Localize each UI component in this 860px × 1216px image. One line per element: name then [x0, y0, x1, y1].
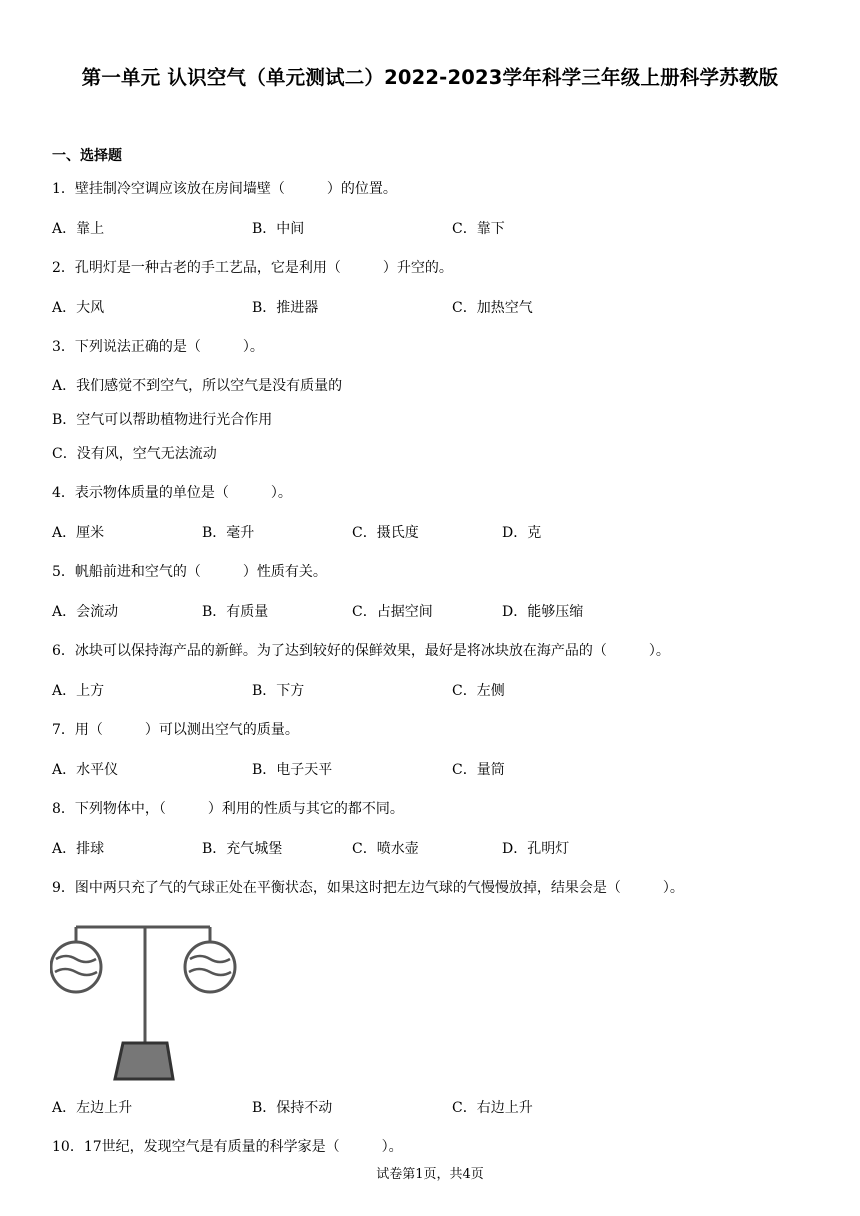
- page-footer: 试卷第1页，共4页: [376, 1167, 484, 1182]
- option: C．摄氏度: [352, 525, 419, 541]
- option: C．喷水壶: [352, 841, 419, 857]
- page-title: 第一单元 认识空气（单元测试二）2022-2023学年科学三年级上册科学苏教版: [81, 66, 779, 89]
- right-balloon: [185, 942, 235, 992]
- option: D．孔明灯: [502, 841, 570, 857]
- question-stem: 8．下列物体中，（ ）利用的性质与其它的都不同。: [52, 801, 404, 817]
- option: A．水平仪: [52, 762, 119, 778]
- option: A．会流动: [52, 604, 119, 620]
- balance-frame: [76, 927, 210, 1045]
- option: D．克: [502, 525, 542, 541]
- question-stem: 1．壁挂制冷空调应该放在房间墙壁（ ）的位置。: [52, 181, 397, 197]
- option: B．空气可以帮助植物进行光合作用: [52, 412, 273, 428]
- balance-base: [115, 1043, 173, 1079]
- option: C．左侧: [452, 683, 505, 699]
- balance-scale-figure: [50, 915, 250, 1085]
- option: D．能够压缩: [502, 604, 584, 620]
- option: C．没有风，空气无法流动: [52, 446, 217, 462]
- option: C．量筒: [452, 762, 505, 778]
- option: A．靠上: [52, 221, 105, 237]
- option: C．靠下: [452, 221, 505, 237]
- question-stem: 9．图中两只充了气的气球正处在平衡状态，如果这时把左边气球的气慢慢放掉，结果会是（ ）。: [52, 880, 684, 896]
- option: B．毫升: [202, 525, 255, 541]
- option: A．我们感觉不到空气，所以空气是没有质量的: [52, 378, 343, 394]
- left-balloon: [51, 942, 101, 992]
- question-stem: 3．下列说法正确的是（ ）。: [52, 339, 264, 355]
- question-stem: 10．17世纪，发现空气是有质量的科学家是（ ）。: [52, 1139, 403, 1155]
- option: B．有质量: [202, 604, 269, 620]
- option: A．大风: [52, 300, 105, 316]
- question-stem: 2．孔明灯是一种古老的手工艺品，它是利用（ ）升空的。: [52, 260, 453, 276]
- option: C．占据空间: [352, 604, 433, 620]
- option: B．保持不动: [252, 1100, 333, 1116]
- option: B．下方: [252, 683, 305, 699]
- question-stem: 7．用（ ）可以测出空气的质量。: [52, 722, 299, 738]
- option: C．加热空气: [452, 300, 533, 316]
- option: A．上方: [52, 683, 105, 699]
- option: A．排球: [52, 841, 105, 857]
- option: B．电子天平: [252, 762, 333, 778]
- option: B．中间: [252, 221, 305, 237]
- option: B．充气城堡: [202, 841, 283, 857]
- option: B．推进器: [252, 300, 319, 316]
- question-stem: 5．帆船前进和空气的（ ）性质有关。: [52, 564, 327, 580]
- question-stem: 4．表示物体质量的单位是（ ）。: [52, 485, 292, 501]
- option: A．厘米: [52, 525, 105, 541]
- section-heading: 一、选择题: [52, 148, 122, 164]
- question-stem: 6．冰块可以保持海产品的新鲜。为了达到较好的保鲜效果，最好是将冰块放在海产品的（ ）。: [52, 643, 670, 659]
- option: A．左边上升: [52, 1100, 133, 1116]
- option: C．右边上升: [452, 1100, 533, 1116]
